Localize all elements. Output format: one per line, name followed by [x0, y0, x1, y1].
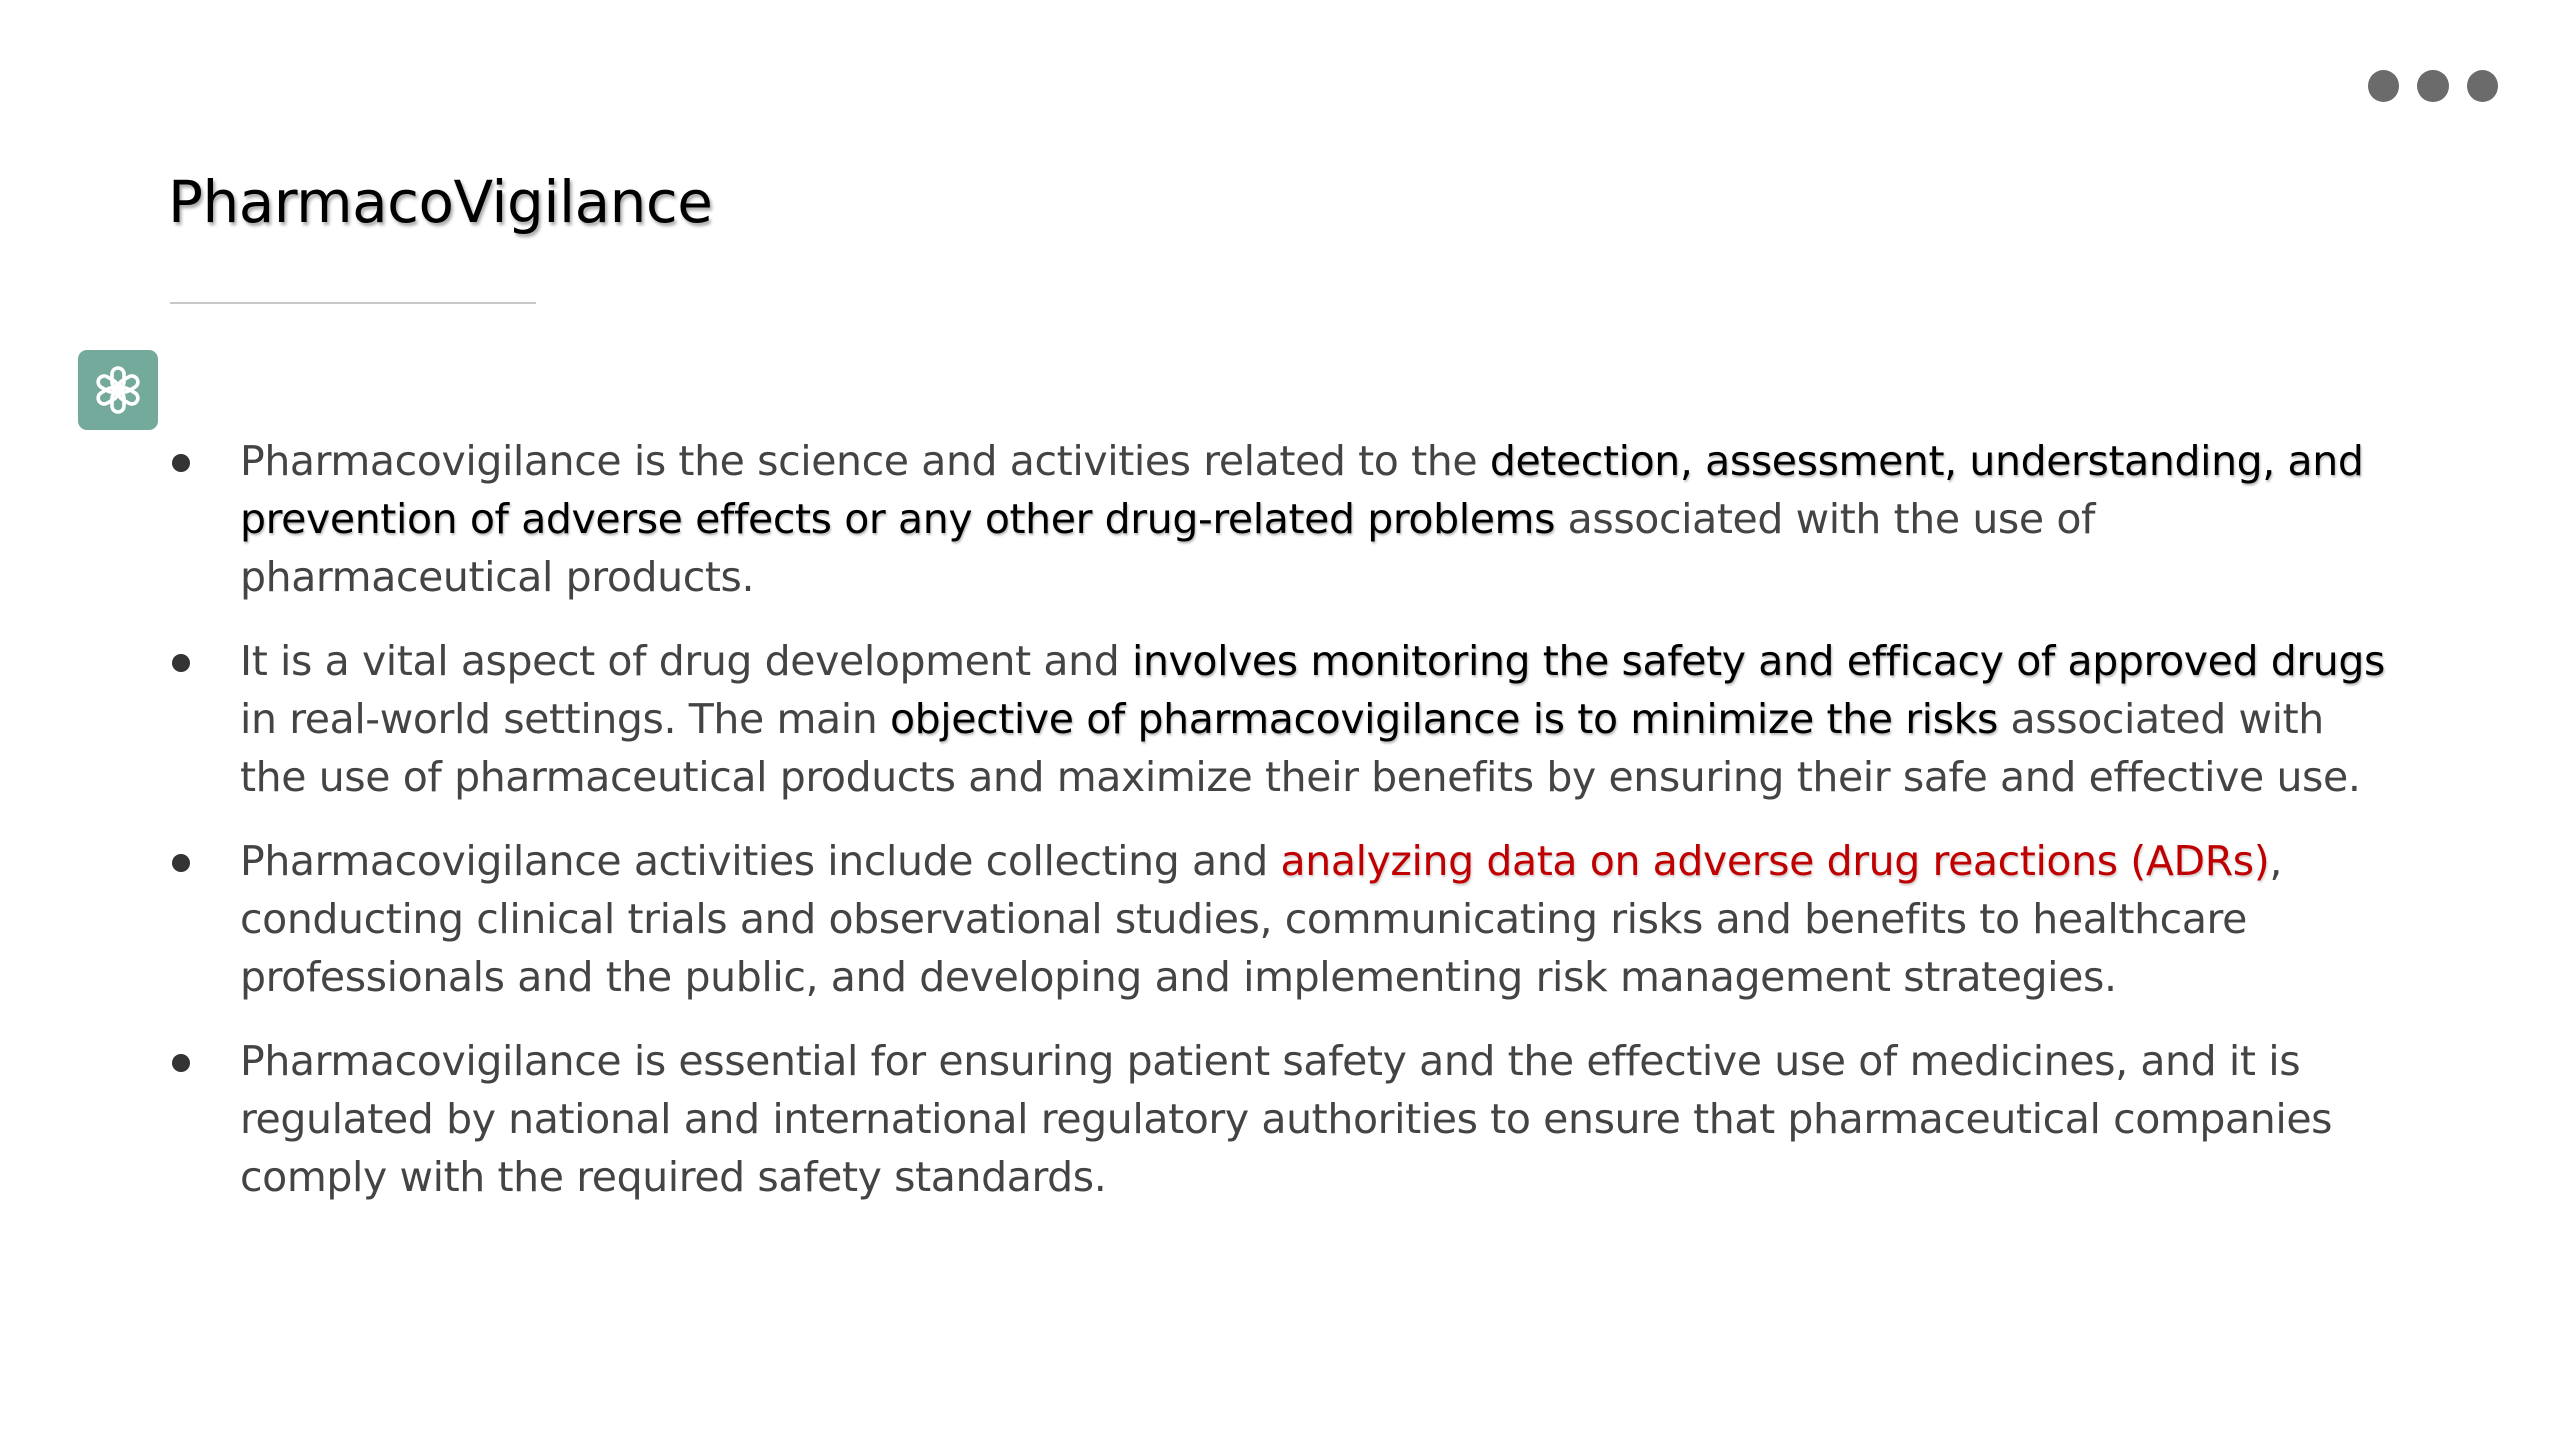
more-horizontal-icon [2368, 70, 2399, 102]
more-horizontal-icon [2467, 70, 2498, 102]
more-horizontal-icon [2417, 70, 2448, 102]
list-item [168, 1032, 2388, 1206]
more-options-button[interactable] [2368, 68, 2498, 104]
bullet-emphasis: detection, assessment, understanding, and prevention of adverse effects or any other drug-related problems [240, 437, 2364, 543]
bullet-text: Pharmacovigilance is the science and activities related to the [240, 437, 1490, 485]
bullet-highlight-red: analyzing data on adverse drug reactions (ADRs) [1280, 837, 2270, 885]
list-item [168, 432, 2388, 606]
bullet-icon [172, 854, 190, 872]
bullet-icon [172, 654, 190, 672]
bullet-emphasis: involves monitoring the safety and efficacy of approved drugs [1131, 637, 2385, 685]
bullet-text: associated with the use of pharmaceutical products and maximize their benefits by ensuring their safe and effective use. [240, 695, 2361, 801]
bullet-text: associated with the use of pharmaceutical products. [240, 495, 2096, 601]
list-item [168, 832, 2388, 1006]
bullet-icon [172, 454, 190, 472]
openai-logo-icon [78, 350, 158, 430]
bullet-text: Pharmacovigilance is essential for ensuring patient safety and the effective use of medicines, and it is regulated by national and international regulatory authorities to ensure that pharmaceutical companies comply with the required safety standards. [240, 1037, 2333, 1201]
bullet-icon [172, 1054, 190, 1072]
slide-title: PharmacoVigilance [168, 168, 713, 236]
bullet-text: in real-world settings. The main [240, 695, 890, 743]
bullet-text: Pharmacovigilance activities include collecting and [240, 837, 1281, 885]
list-item [168, 632, 2388, 806]
bullet-emphasis: objective of pharmacovigilance is to minimize the risks [889, 695, 1998, 743]
bullet-text: , conducting clinical trials and observational studies, communicating risks and benefits to healthcare professionals and the public, and developing and implementing risk management strategies. [240, 837, 2282, 1001]
bullet-list [168, 432, 2388, 1232]
bullet-text: It is a vital aspect of drug development and [240, 637, 1132, 685]
title-divider [170, 302, 536, 304]
